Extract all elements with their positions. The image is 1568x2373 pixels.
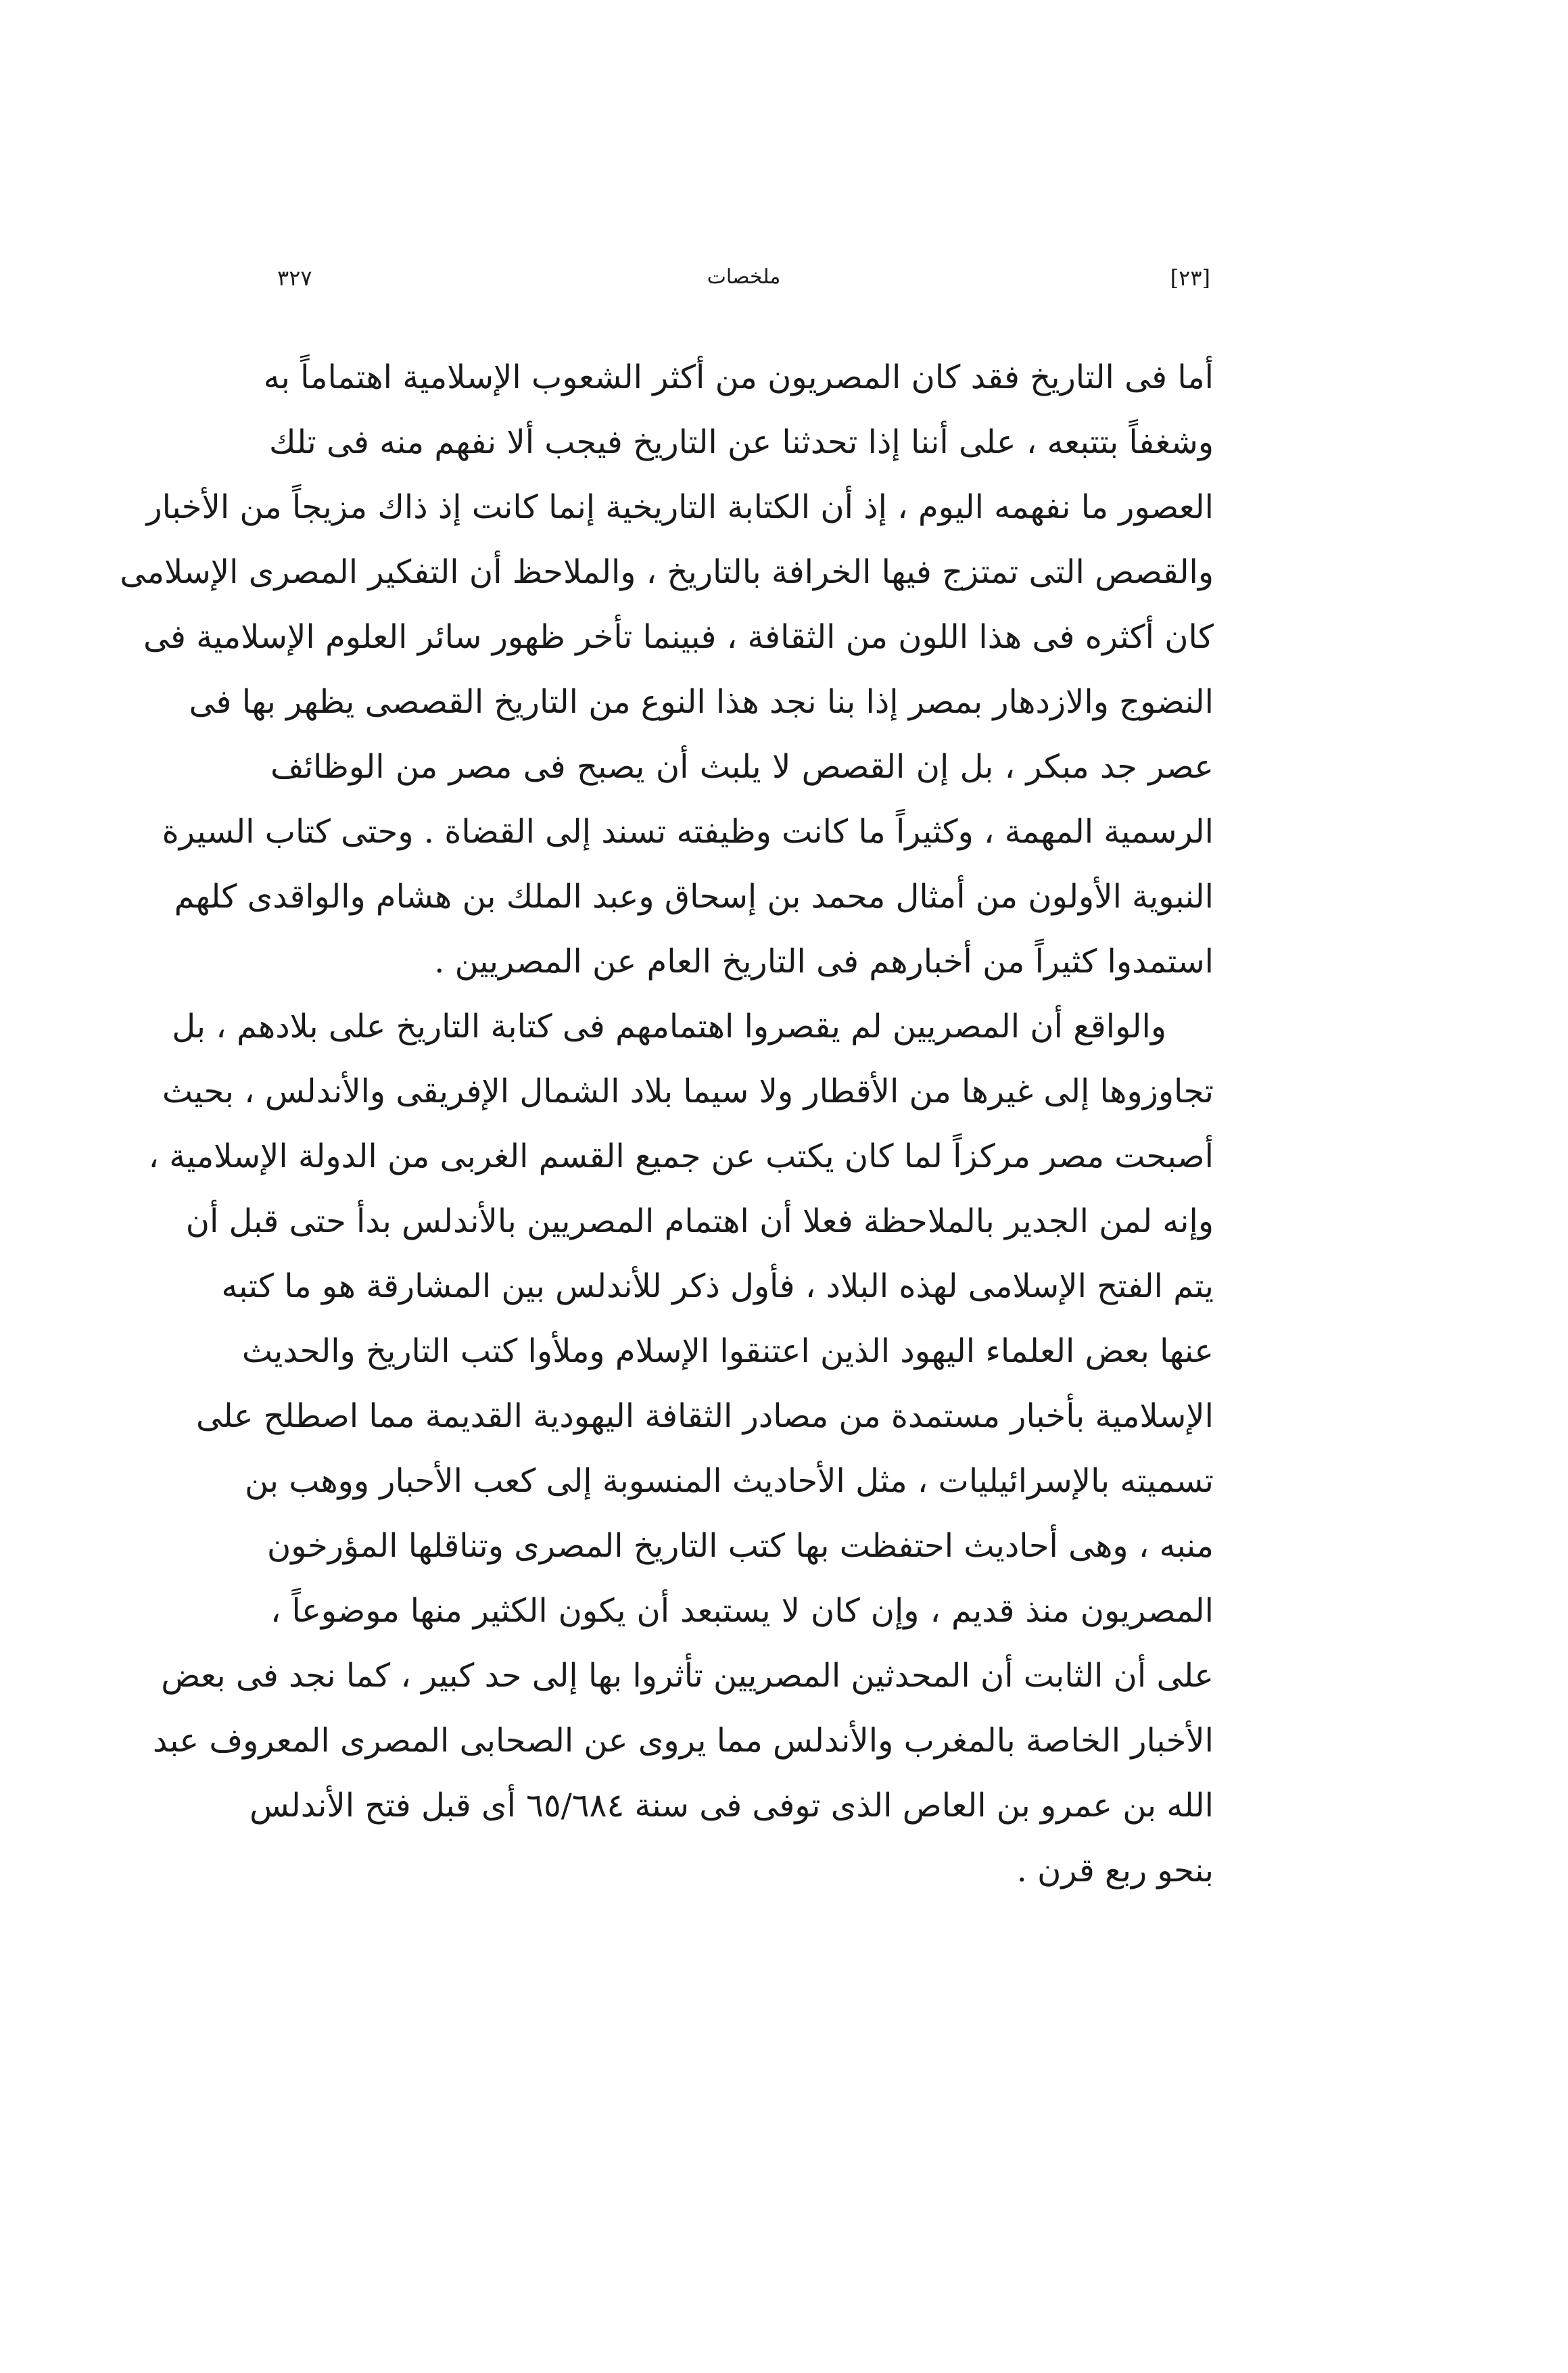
text-line: بنحو ربع قرن .	[1016, 1852, 1214, 1889]
text-line: عنها بعض العلماء اليهود الذين اعتنقوا الإسلام وملأوا كتب التاريخ والحديث	[241, 1332, 1214, 1370]
text-line: على أن الثابت أن المحدثين المصريين تأثروا بها إلى حد كبير ، كما نجد فى بعض	[161, 1657, 1214, 1695]
section-number: [٢٣]	[1170, 265, 1210, 291]
page-header	[277, 265, 1210, 306]
text-line: وإنه لمن الجدير بالملاحظة فعلا أن اهتمام المصريين بالأندلس بدأ حتى قبل أن	[185, 1202, 1214, 1240]
page-number: ٣٢٧	[277, 265, 312, 291]
text-line: النضوج والازدهار بمصر إذا بنا نجد هذا النوع من التاريخ القصصى يظهر بها فى	[189, 683, 1214, 721]
text-line: كان أكثره فى هذا اللون من الثقافة ، فبينما تأخر ظهور سائر العلوم الإسلامية فى	[143, 618, 1214, 656]
text-line: تجاوزوها إلى غيرها من الأقطار ولا سيما بلاد الشمال الإفريقى والأندلس ، بحيث	[162, 1073, 1214, 1110]
text-line: والقصص التى تمتزج فيها الخرافة بالتاريخ ، والملاحظ أن التفكير المصرى الإسلامى	[120, 553, 1214, 591]
text-line: أصبحت مصر مركزاً لما كان يكتب عن جميع القسم الغربى من الدولة الإسلامية ،	[148, 1137, 1214, 1175]
text-line: عصر جد مبكر ، بل إن القصص لا يلبث أن يصبح فى مصر من الوظائف	[270, 748, 1214, 786]
text-line: النبوية الأولون من أمثال محمد بن إسحاق وعبد الملك بن هشام والواقدى كلهم	[174, 878, 1214, 916]
text-line: الإسلامية بأخبار مستمدة من مصادر الثقافة اليهودية القديمة مما اصطلح على	[195, 1397, 1214, 1435]
text-line: وشغفاً بتتبعه ، على أننا إذا تحدثنا عن التاريخ فيجب ألا نفهم منه فى تلك	[269, 423, 1214, 461]
text-line: استمدوا كثيراً من أخبارهم فى التاريخ العام عن المصريين .	[434, 943, 1214, 981]
text-line: الأخبار الخاصة بالمغرب والأندلس مما يروى عن الصحابى المصرى المعروف عبد	[152, 1722, 1214, 1760]
text-line: يتم الفتح الإسلامى لهذه البلاد ، فأول ذكر للأندلس بين المشارقة هو ما كتبه	[221, 1267, 1214, 1305]
text-line: والواقع أن المصريين لم يقصروا اهتمامهم فى كتابة التاريخ على بلادهم ، بل	[172, 1008, 1166, 1045]
text-line: المصريون منذ قديم ، وإن كان لا يستبعد أن يكون الكثير منها موضوعاً ،	[270, 1592, 1214, 1630]
paragraph-1	[120, 345, 1214, 994]
paragraph-2	[148, 994, 1214, 1903]
text-line: منبه ، وهى أحاديث احتفظت بها كتب التاريخ المصرى وتناقلها المؤرخون	[267, 1527, 1214, 1565]
text-line: العصور ما نفهمه اليوم ، إذ أن الكتابة التاريخية إنما كانت إذ ذاك مزيجاً من الأخبار	[146, 488, 1214, 526]
text-line: أما فى التاريخ فقد كان المصريون من أكثر الشعوب الإسلامية اهتماماً به	[263, 358, 1214, 396]
running-title: ملخصات	[707, 265, 781, 289]
text-line: تسميته بالإسرائيليات ، مثل الأحاديث المنسوبة إلى كعب الأحبار ووهب بن	[245, 1462, 1214, 1500]
text-line: الرسمية المهمة ، وكثيراً ما كانت وظيفته تسند إلى القضاة . وحتى كتاب السيرة	[162, 813, 1214, 851]
body-text	[120, 345, 1214, 1903]
text-line: الله بن عمرو بن العاص الذى توفى فى سنة ٦٥/٦٨٤ أى قبل فتح الأندلس	[249, 1787, 1214, 1825]
